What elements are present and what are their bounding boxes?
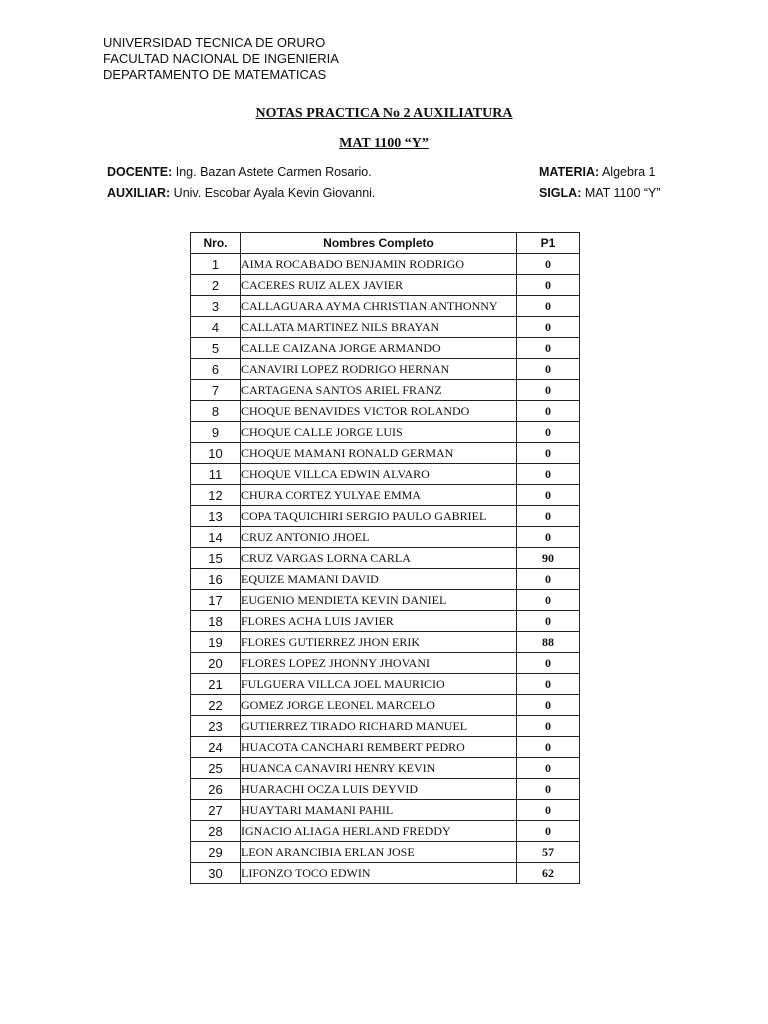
row-number: 27 (191, 800, 241, 821)
header-nro: Nro. (191, 233, 241, 254)
table-row (191, 653, 580, 674)
student-name: EQUIZE MAMANI DAVID (241, 569, 517, 590)
table-row (191, 296, 580, 317)
auxiliar-label: AUXILIAR: (107, 186, 171, 200)
student-name: CHURA CORTEZ YULYAE EMMA (241, 485, 517, 506)
grades-table-body (191, 254, 580, 884)
p1-grade: 0 (517, 800, 580, 821)
student-name: CHOQUE CALLE JORGE LUIS (241, 422, 517, 443)
student-name: CARTAGENA SANTOS ARIEL FRANZ (241, 380, 517, 401)
p1-grade: 0 (517, 380, 580, 401)
p1-grade: 0 (517, 611, 580, 632)
p1-grade: 0 (517, 737, 580, 758)
p1-grade: 0 (517, 275, 580, 296)
student-name: EUGENIO MENDIETA KEVIN DANIEL (241, 590, 517, 611)
table-row (191, 674, 580, 695)
p1-grade: 0 (517, 254, 580, 275)
student-name: CANAVIRI LOPEZ RODRIGO HERNAN (241, 359, 517, 380)
document-title: NOTAS PRACTICA No 2 AUXILIATURA (255, 106, 513, 121)
row-number: 3 (191, 296, 241, 317)
staff-info (107, 162, 375, 204)
p1-grade: 0 (517, 464, 580, 485)
row-number: 21 (191, 674, 241, 695)
p1-grade: 88 (517, 632, 580, 653)
student-name: IGNACIO ALIAGA HERLAND FREDDY (241, 821, 517, 842)
row-number: 28 (191, 821, 241, 842)
table-row (191, 317, 580, 338)
table-row (191, 611, 580, 632)
table-row (191, 569, 580, 590)
p1-grade: 0 (517, 401, 580, 422)
p1-grade: 0 (517, 443, 580, 464)
sigla-label: SIGLA: (539, 186, 582, 200)
student-name: CHOQUE MAMANI RONALD GERMAN (241, 443, 517, 464)
student-name: LIFONZO TOCO EDWIN (241, 863, 517, 884)
p1-grade: 0 (517, 338, 580, 359)
student-name: COPA TAQUICHIRI SERGIO PAULO GABRIEL (241, 506, 517, 527)
auxiliar-value: Univ. Escobar Ayala Kevin Giovanni. (170, 186, 376, 200)
p1-grade: 0 (517, 674, 580, 695)
table-row (191, 758, 580, 779)
student-name: FLORES GUTIERREZ JHON ERIK (241, 632, 517, 653)
auxiliar-line (107, 183, 375, 204)
student-name: HUARACHI OCZA LUIS DEYVID (241, 779, 517, 800)
header-p1: P1 (517, 233, 580, 254)
row-number: 11 (191, 464, 241, 485)
row-number: 2 (191, 275, 241, 296)
table-row (191, 464, 580, 485)
row-number: 15 (191, 548, 241, 569)
p1-grade: 0 (517, 716, 580, 737)
row-number: 12 (191, 485, 241, 506)
student-name: HUANCA CANAVIRI HENRY KEVIN (241, 758, 517, 779)
row-number: 17 (191, 590, 241, 611)
p1-grade: 0 (517, 296, 580, 317)
row-number: 26 (191, 779, 241, 800)
docente-line (107, 162, 375, 183)
p1-grade: 0 (517, 359, 580, 380)
materia-value: Algebra 1 (599, 165, 656, 179)
student-name: LEON ARANCIBIA ERLAN JOSE (241, 842, 517, 863)
p1-grade: 90 (517, 548, 580, 569)
faculty-name: FACULTAD NACIONAL DE INGENIERIA (103, 51, 339, 66)
table-row (191, 443, 580, 464)
university-name: UNIVERSIDAD TECNICA DE ORURO (103, 35, 326, 50)
p1-grade: 0 (517, 485, 580, 506)
row-number: 22 (191, 695, 241, 716)
institution-header (103, 35, 339, 83)
row-number: 7 (191, 380, 241, 401)
table-row (191, 275, 580, 296)
table-row (191, 716, 580, 737)
table-row (191, 527, 580, 548)
department-name: DEPARTAMENTO DE MATEMATICAS (103, 67, 327, 82)
grades-table (190, 232, 580, 884)
row-number: 5 (191, 338, 241, 359)
header-nombres: Nombres Completo (241, 233, 517, 254)
docente-value: Ing. Bazan Astete Carmen Rosario. (172, 165, 372, 179)
row-number: 30 (191, 863, 241, 884)
student-name: FLORES ACHA LUIS JAVIER (241, 611, 517, 632)
student-name: GOMEZ JORGE LEONEL MARCELO (241, 695, 517, 716)
row-number: 29 (191, 842, 241, 863)
row-number: 16 (191, 569, 241, 590)
table-row (191, 548, 580, 569)
table-row (191, 590, 580, 611)
row-number: 25 (191, 758, 241, 779)
table-row (191, 779, 580, 800)
table-row (191, 737, 580, 758)
table-row (191, 485, 580, 506)
sigla-value: MAT 1100 “Y” (581, 186, 661, 200)
row-number: 23 (191, 716, 241, 737)
table-row (191, 695, 580, 716)
student-name: CALLAGUARA AYMA CHRISTIAN ANTHONNY (241, 296, 517, 317)
table-row (191, 800, 580, 821)
table-header-row (191, 233, 580, 254)
table-row (191, 359, 580, 380)
p1-grade: 0 (517, 758, 580, 779)
row-number: 4 (191, 317, 241, 338)
table-row (191, 338, 580, 359)
p1-grade: 0 (517, 569, 580, 590)
student-name: GUTIERREZ TIRADO RICHARD MANUEL (241, 716, 517, 737)
table-row (191, 380, 580, 401)
student-name: FLORES LOPEZ JHONNY JHOVANI (241, 653, 517, 674)
student-name: AIMA ROCABADO BENJAMIN RODRIGO (241, 254, 517, 275)
student-name: CHOQUE BENAVIDES VICTOR ROLANDO (241, 401, 517, 422)
table-row (191, 506, 580, 527)
student-name: CRUZ ANTONIO JHOEL (241, 527, 517, 548)
p1-grade: 0 (517, 653, 580, 674)
student-name: CALLATA MARTINEZ NILS BRAYAN (241, 317, 517, 338)
table-row (191, 632, 580, 653)
p1-grade: 57 (517, 842, 580, 863)
table-row (191, 401, 580, 422)
student-name: CACERES RUIZ ALEX JAVIER (241, 275, 517, 296)
table-row (191, 863, 580, 884)
p1-grade: 0 (517, 527, 580, 548)
row-number: 14 (191, 527, 241, 548)
row-number: 6 (191, 359, 241, 380)
table-row (191, 422, 580, 443)
student-name: CHOQUE VILLCA EDWIN ALVARO (241, 464, 517, 485)
row-number: 9 (191, 422, 241, 443)
student-name: HUACOTA CANCHARI REMBERT PEDRO (241, 737, 517, 758)
p1-grade: 0 (517, 779, 580, 800)
materia-line (539, 162, 661, 183)
p1-grade: 0 (517, 422, 580, 443)
row-number: 19 (191, 632, 241, 653)
row-number: 24 (191, 737, 241, 758)
materia-label: MATERIA: (539, 165, 600, 179)
document-subtitle: MAT 1100 “Y” (339, 136, 429, 151)
p1-grade: 0 (517, 506, 580, 527)
row-number: 13 (191, 506, 241, 527)
row-number: 18 (191, 611, 241, 632)
table-row (191, 842, 580, 863)
student-name: HUAYTARI MAMANI PAHIL (241, 800, 517, 821)
student-name: FULGUERA VILLCA JOEL MAURICIO (241, 674, 517, 695)
student-name: CRUZ VARGAS LORNA CARLA (241, 548, 517, 569)
course-info (539, 162, 661, 204)
table-row (191, 254, 580, 275)
p1-grade: 0 (517, 821, 580, 842)
docente-label: DOCENTE: (107, 165, 173, 179)
row-number: 10 (191, 443, 241, 464)
student-name: CALLE CAIZANA JORGE ARMANDO (241, 338, 517, 359)
p1-grade: 62 (517, 863, 580, 884)
row-number: 1 (191, 254, 241, 275)
row-number: 20 (191, 653, 241, 674)
p1-grade: 0 (517, 695, 580, 716)
p1-grade: 0 (517, 317, 580, 338)
row-number: 8 (191, 401, 241, 422)
table-row (191, 821, 580, 842)
sigla-line (539, 183, 661, 204)
p1-grade: 0 (517, 590, 580, 611)
